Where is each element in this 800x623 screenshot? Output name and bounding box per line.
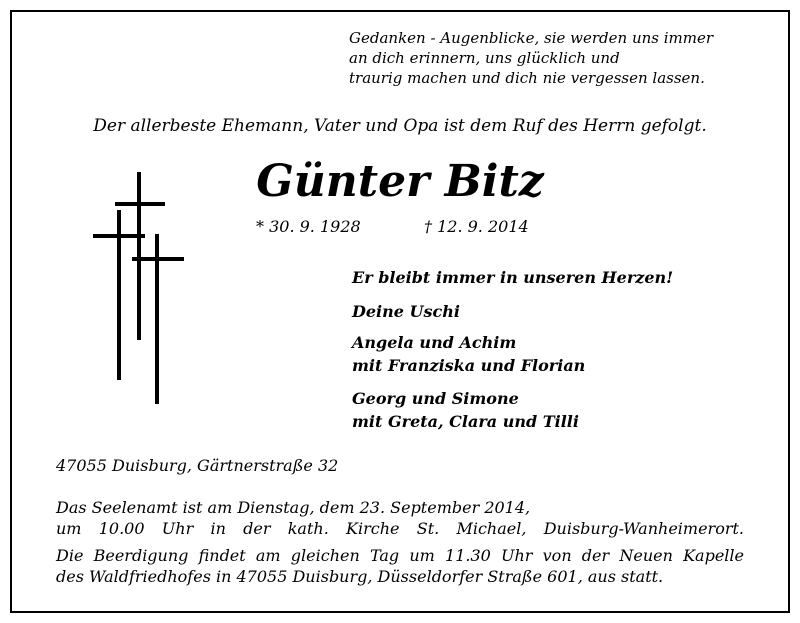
birth-date: * 30. 9. 1928: [256, 217, 361, 236]
service-notice: [56, 497, 744, 587]
life-dates: [256, 217, 529, 236]
family-line: Angela und Achim: [352, 333, 517, 352]
family-group: [352, 387, 673, 433]
cross-horizontal: [93, 234, 145, 238]
intro-text: Der allerbeste Ehemann, Vater und Opa ist dem Ruf des Herrn gefolgt.: [93, 116, 707, 136]
family-line: Georg und Simone: [352, 389, 519, 408]
cross-horizontal: [115, 202, 165, 206]
notice-line: Die Beerdigung findet am gleichen Tag um 11.30 Uhr von der Neuen Kapelle: [56, 546, 744, 565]
notice-line: des Waldfriedhofes in 47055 Duisburg, Düsseldorfer Straße 601, aus statt.: [56, 567, 664, 586]
three-crosses-icon: [88, 172, 188, 408]
family-group: [352, 331, 673, 377]
memorial-quote: [349, 28, 769, 88]
quote-line: traurig machen und dich nie vergessen lassen.: [349, 69, 705, 87]
cross-vertical: [137, 172, 141, 340]
funeral-paragraph: [56, 545, 744, 587]
family-address: 47055 Duisburg, Gärtnerstraße 32: [56, 456, 339, 475]
notice-line: um 10.00 Uhr in der kath. Kirche St. Michael, Duisburg-Wanheimerort.: [56, 519, 744, 538]
requiem-paragraph: [56, 497, 744, 539]
quote-line: Gedanken - Augenblicke, sie werden uns immer: [349, 29, 714, 47]
family-signatures: [352, 266, 673, 443]
notice-line: Das Seelenamt ist am Dienstag, dem 23. September 2014,: [56, 498, 531, 517]
family-line: Deine Uschi: [352, 302, 460, 321]
family-group: [352, 300, 673, 323]
quote-line: an dich erinnern, uns glücklich und: [349, 49, 620, 67]
family-motto: Er bleibt immer in unseren Herzen!: [352, 268, 674, 287]
family-line: mit Franziska und Florian: [352, 356, 586, 375]
cross-horizontal: [132, 257, 184, 261]
deceased-name: Günter Bitz: [256, 156, 544, 207]
family-line: mit Greta, Clara und Tilli: [352, 412, 579, 431]
death-date: † 12. 9. 2014: [424, 217, 529, 236]
